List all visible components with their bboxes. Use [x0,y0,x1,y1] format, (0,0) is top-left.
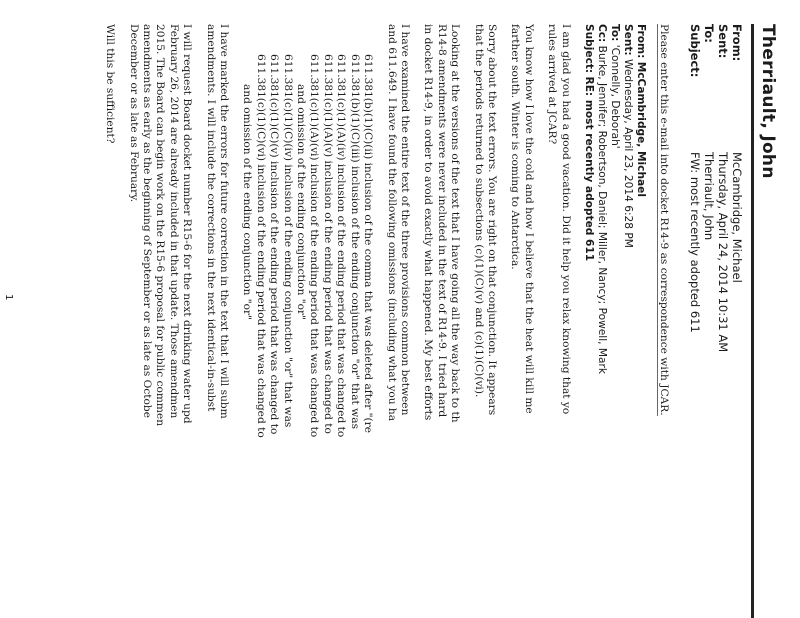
header-from-value: McCambridge, Michael [730,152,744,283]
fwd-cc: Cc: Burke, Jennifer; Robertson, Daniel; Miller, Nancy; Powell, Mark [595,24,608,374]
header-sent-row [716,24,730,618]
fwd-subject: Subject: RE: most recently adopted 611 [582,24,595,262]
paragraph-examined [384,24,411,618]
sender-name: Therriault, John [758,24,778,179]
header-sent-label: Sent: [716,24,730,59]
header-sent-value: Thursday, April 24, 2014 10:31 AM [716,152,730,353]
paragraph-line: farther south. Winter is coming to Antarctica. [509,24,522,270]
email-body [93,24,670,618]
paragraph-line: You know how I love the cold and how I believe that the heat will kill me [522,24,535,414]
paragraph-text-errors [471,24,498,618]
fwd-sent: Sent: Wednesday, April 23, 2014 6:28 PM [621,24,634,248]
header-to-label: To: [702,24,716,43]
forwarded-header [582,24,647,618]
header-subject-label: Subject: [688,24,702,78]
intro-text: Please enter this e-mail into docket R14-9 as correspondence with JCAR. [658,24,670,416]
paragraph-line: I have marked the errors for future correction in the text that I will subm [218,24,231,419]
paragraph-request [126,24,193,618]
list-item: 611.381(c)(1)(A)(v) inclusion of the ending period that was changed to [321,54,334,434]
paragraph-line: 2015. The Board can begin work on the R15-6 proposal for public commen [154,24,167,427]
intro-paragraph [657,24,670,618]
paragraph-line: December or as late as February. [127,24,140,203]
list-item: 611.381(b)(1)(C)(iii) inclusion of the ending conjunction "or" that was [348,54,361,430]
list-item-continuation: and omission of the ending conjunction "or" [295,84,308,320]
paragraph-cold [508,24,535,618]
paragraph-line: Sorry about the text errors. You are right on that conjunction. It appears [485,24,498,416]
list-item: 611.381(c)(1)(A)(iv) inclusion of the ending period that was changed to [335,54,348,438]
fwd-from: From: McCambridge, Michael [634,24,647,197]
fwd-to: To: 'Connelly, Deborah' [608,24,621,149]
paragraph-line: February 26, 2014 are already included in that update. Those amendmen [167,24,180,419]
paragraph-line: Looking at the versions of the text that I have going all the way back to th [449,24,462,423]
list-item: 611.381(b)(1)(C)(ii) inclusion of the comma that was deleted after "(re [362,54,375,433]
list-item: 611.381(c)(1)(C)(vi) inclusion of the ending period that was changed to [254,54,267,438]
paragraph-line: rules arrived at JCAR? [546,24,559,145]
paragraph-line: I am glad you had a good vacation. Did it help you relax knowing that yo [559,24,572,415]
paragraph-line: I have examined the entire text of the three provisions common between [398,24,411,416]
list-item: 611.381(c)(1)(C)(v) inclusion of the ending period that was changed to [268,54,281,435]
email-header [688,24,744,618]
paragraph-line: R14-8 amendments were never included in the text of R14-9. I tried hard [435,24,448,418]
closing-question: Will this be sufficient? [104,24,117,144]
paragraph-line: and 611.649. I have found the following omissions (including what you ha [385,24,398,422]
header-rule [751,24,754,618]
omissions-list [240,24,374,618]
paragraph-versions [421,24,461,618]
paragraph-line: I will request Board docket number R15-6 for the next drinking water upd [181,24,194,424]
header-to-row [702,24,716,618]
paragraph-marked [203,24,230,618]
header-from-row [730,24,744,618]
header-subject-row [688,24,702,618]
page-number: 1 [3,294,14,301]
list-item: 611.381(c)(1)(C)(iv) inclusion of the ending conjunction "or" that was [281,54,294,428]
paragraph-line: amendments as early as the beginning of September or as late as Octobe [141,24,154,418]
paragraph-line: in docket R14-9, in order to avoid exactly what happened. My best efforts [422,24,435,421]
list-item: 611.381(c)(1)(A)(vi) inclusion of the ending period that was changed to [308,54,321,438]
paragraph-vacation [545,24,572,618]
paragraph-line: amendments. I will include the corrections in the next identical-in-subst [204,24,217,412]
header-subject-value: FW: most recently adopted 611 [688,152,702,333]
header-from-label: From: [730,24,744,62]
paragraph-line: that the periods returned to subsections (c)(1)(C)(v) and (c)(1)(C)(vi). [472,24,485,398]
list-item-continuation: and omission of the ending conjunction "or" [241,84,254,320]
header-to-value: Therriault, John [702,152,716,241]
